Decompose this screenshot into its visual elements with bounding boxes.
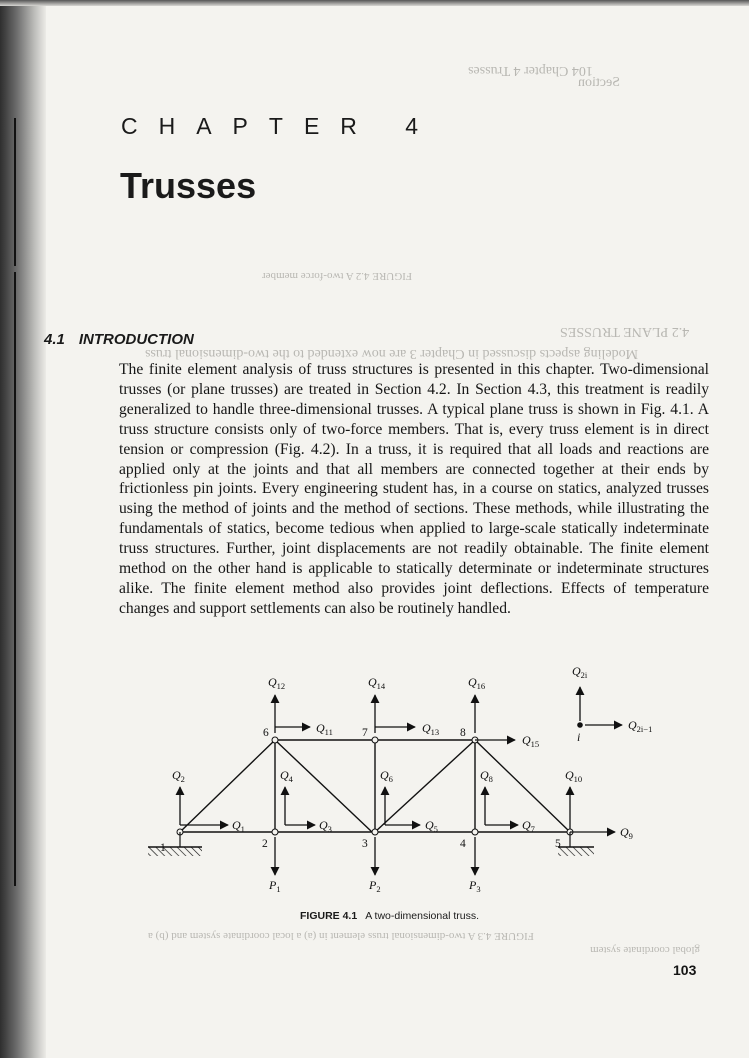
spine-edge-line [14,272,16,886]
pin-support-right [558,832,594,856]
dof-label-q16: $Q_{16}$ [468,675,486,691]
figure-caption-text: A two-dimensional truss. [365,910,479,922]
truss-diagram [140,655,700,915]
bleed-through-text: 104 Chapter 4 Trusses [468,63,593,78]
page-number: 103 [673,962,697,978]
bleed-through-text: global coordinate system [590,944,700,956]
section-number: 4.1 [44,331,65,348]
dof-label-q7: $Q_7$ [522,818,535,834]
node-label-7: 7 [362,727,368,739]
section-title: INTRODUCTION [78,331,194,348]
dof-label-q12: $Q_{12}$ [268,675,286,691]
load-arrows [275,837,475,875]
book-spine-shadow [0,0,46,1058]
bleed-through-text: 4.2 PLANE TRUSSES [560,324,690,339]
node-label-2: 2 [262,838,268,850]
dof-label-q8: $Q_8$ [480,768,493,784]
dof-label-q11: $Q_{11}$ [316,721,333,737]
legend-label-x-dof: $Q_{2i-1}$ [628,718,653,734]
node-label-1: 1 [160,842,166,854]
joint-6 [272,737,278,743]
dof-label-q4: $Q_4$ [280,768,293,784]
dof-label-q3: $Q_3$ [319,818,332,834]
load-label-p1: $P_1$ [269,878,281,894]
load-label-p3: $P_3$ [469,878,481,894]
figure-caption-label: FIGURE 4.1 [300,910,358,922]
dof-label-q15: $Q_{15}$ [522,733,540,749]
joint-7 [372,737,378,743]
legend-label-node: i [577,730,581,744]
truss-figure [140,655,700,915]
node-label-3: 3 [362,838,368,850]
bleed-through-text: FIGURE 4.3 A two-dimensional truss element in (a) a local coordinate system and (b) a [148,930,534,942]
page-top-edge [0,0,749,6]
body-paragraph: The finite element analysis of truss structures is presented in this chapter. Two-dimensional trusses (or plane trusses) are treated in Section 4.2. In Section 4.3, this treatment is readily generalized to handle three-dimensional trusses. A typical plane truss is shown in Fig. 4.1. A truss structure consists only of two-force members. That is, every truss element is in direct tension or compression (Fig. 4.2). In a truss, it is required that all loads and reactions are applied only at the joints and that all members are connected together at their ends by frictionless pin joints. Every engineering student has, in a course on statics, analyzed trusses using the method of joints and the method of sections. These methods, while illustrating the fundamentals of statics, become tedious when applied to large-scale statically indeterminate truss structures. Further, joint displacements are not readily obtainable. The finite element method on the other hand is applicable to statically determinate or indeterminate structures alike. The finite element method also provides joint deflections. Effects of temperature changes and support settlements can also be routinely handled. [119,361,709,617]
bleed-through-text: Modeling aspects discussed in Chapter 3 are now extended to the two-dimensional truss [145,346,639,361]
load-label-p2: $P_2$ [369,878,381,894]
dof-label-q9: $Q_9$ [620,825,633,841]
dof-label-q6: $Q_6$ [380,768,393,784]
dof-label-q5: $Q_5$ [425,818,438,834]
legend-label-y-dof: $Q_{2i}$ [572,664,588,680]
chapter-title: Trusses [120,165,257,206]
bleed-through-text: Section [578,75,620,90]
member-1-6 [180,740,275,832]
dof-label-q2: $Q_2$ [172,768,185,784]
figure-caption [300,910,479,922]
dof-label-q13: $Q_{13}$ [422,721,440,737]
node-label-6: 6 [263,727,269,739]
dof-label-q14: $Q_{14}$ [368,675,386,691]
joint-2 [272,829,278,835]
dof-legend [577,687,622,728]
pin-support-left [148,832,202,856]
joint-3 [372,829,378,835]
node-label-5: 5 [555,838,561,850]
joint-4 [472,829,478,835]
dof-label-q10: $Q_{10}$ [565,768,583,784]
legend-node-dot [577,722,583,728]
section-heading [44,331,194,348]
bleed-through-text: FIGURE 4.2 A two-force member [262,270,412,282]
node-label-4: 4 [460,838,466,850]
dof-label-q1: $Q_1$ [232,818,245,834]
chapter-label: CHAPTER 4 [121,113,440,139]
node-label-8: 8 [460,727,466,739]
spine-edge-line [14,118,16,266]
